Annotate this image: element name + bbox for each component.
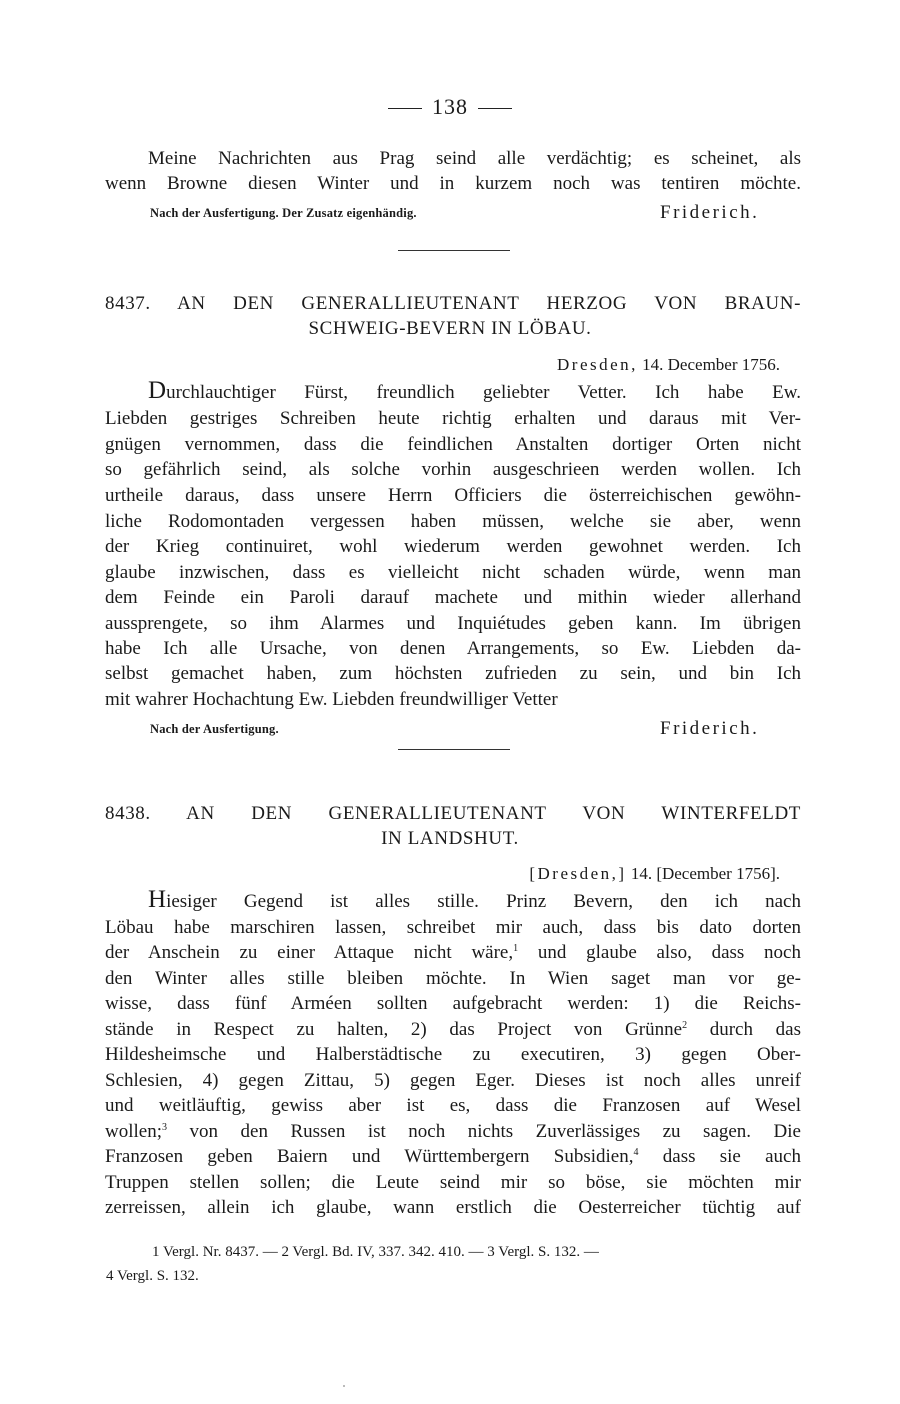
letter-8438-dateline (529, 864, 780, 884)
letter-8438-line-11-text-a: Franzosen geben Baiern und Württembergern Subsidien, (105, 1146, 634, 1167)
letter-8438-line-6-text-b: durch das (687, 1019, 801, 1040)
letter-8437-line-3: gnügen vernommen, dass die feindlichen Anstalten dortiger Orten nicht (105, 434, 801, 455)
scan-speck (343, 1385, 345, 1387)
letter-8438-line-5: wisse, dass fünf Arméen sollten aufgebracht werden: 1) die Reichs- (105, 993, 801, 1014)
letter-8438-date: 14. [December 1756]. (630, 864, 780, 883)
footnote-ref-3: 3 (162, 1122, 167, 1133)
letter-8437-line-1-text: urchlauchtiger Fürst, freundlich geliebter Vetter. Ich habe Ew. (166, 382, 801, 403)
letter-8437-line-2: Liebden gestriges Schreiben heute richtig erhalten und daraus mit Ver- (105, 408, 801, 429)
letter-8438-line-10-text-a: wollen; (105, 1121, 162, 1142)
section-divider-1 (398, 250, 510, 251)
letter-8437-line-11: habe Ich alle Ursache, von denen Arrangements, so Ew. Liebden da- (105, 638, 801, 659)
letter-8438-line-4: den Winter alles stille bleiben möchte. In Wien saget man vor ge- (105, 968, 801, 989)
letter-8437-line-8: glaube inzwischen, dass es vielleicht nicht schaden würde, wenn man (105, 562, 801, 583)
letter-8438-line-6-text-a: stände in Respect zu halten, 2) das Project von Grünne (105, 1019, 683, 1040)
footnote-ref-4: 4 (633, 1147, 639, 1158)
letter-8438-line-11-text-b: dass sie auch (638, 1146, 801, 1167)
letter-8437-line-6: liche Rodomontaden vergessen haben müssen, welche sie aber, wenn (105, 511, 801, 532)
letter-8437-line-12: selbst gemachet haben, zum höchsten zufrieden zu sein, und bin Ich (105, 663, 801, 684)
letter-8437-heading-line-2: SCHWEIG-BEVERN IN LÖBAU. (308, 318, 592, 339)
letter-8437-date-place: Dresden, (557, 355, 638, 374)
letter-8437-date: 14. December 1756. (642, 355, 780, 374)
letter-8438-line-9: und weitläuftig, gewiss aber ist es, dass die Franzosen auf Wesel (105, 1095, 801, 1116)
letter-8438-line-3-text-b: und glaube also, dass noch (518, 942, 801, 963)
letter-8438-line-8: Schlesien, 4) gegen Zittau, 5) gegen Eger. Dieses ist noch alles unreif (105, 1070, 801, 1091)
letter-8438-line-13: zerreissen, allein ich glaube, wann erstlich die Oesterreicher tüchtig auf (105, 1197, 801, 1218)
letter-8438-initial: H (148, 886, 167, 913)
intro-line-1: Meine Nachrichten aus Prag seind alle verdächtig; es scheinet, als (148, 148, 801, 169)
page-number-text: 138 (432, 94, 468, 119)
page-number-dash-right (478, 108, 512, 109)
footnotes-line-2: 4 Vergl. S. 132. (106, 1268, 199, 1284)
letter-8437-heading-line-1: 8437. AN DEN GENERALLIEUTENANT HERZOG VON BRAUN- (105, 293, 801, 314)
letter-8438-line-1-text: iesiger Gegend ist alles stille. Prinz Bevern, den ich nach (166, 891, 801, 912)
letter-8437-line-13: mit wahrer Hochachtung Ew. Liebden freundwilliger Vetter (105, 689, 558, 710)
letter-8437-source-note: Nach der Ausfertigung. (150, 722, 279, 736)
letter-8437-line-10: aussprengete, so ihm Alarmes und Inquiétudes geben kann. Im übrigen (105, 613, 801, 634)
intro-signature: Friderich. (660, 202, 760, 223)
letter-8437-signature: Friderich. (660, 718, 760, 739)
letter-8438-heading-line-2: IN LANDSHUT. (381, 828, 519, 849)
footnotes-line-1: 1 Vergl. Nr. 8437. — 2 Vergl. Bd. IV, 337. 342. 410. — 3 Vergl. S. 132. — (152, 1244, 599, 1260)
intro-line-2: wenn Browne diesen Winter und in kurzem noch was tentiren möchte. (105, 173, 801, 194)
letter-8438-line-3 (105, 940, 801, 965)
letter-8438-line-7: Hildesheimsche und Halberstädtische zu executiren, 3) gegen Ober- (105, 1044, 801, 1065)
letter-8438-line-11 (105, 1144, 801, 1169)
letter-8438-line-3-text-a: der Anschein zu einer Attaque nicht wäre, (105, 942, 514, 963)
letter-8438-line-12: Truppen stellen sollen; die Leute seind mir so böse, sie möchten mir (105, 1172, 801, 1193)
letter-8438-line-6 (105, 1017, 801, 1042)
letter-8438-line-10 (105, 1119, 801, 1144)
letter-8437-initial: D (148, 377, 167, 404)
letter-8437-line-4: so gefährlich seind, als solche vorhin ausgeschrieen werden wollen. Ich (105, 459, 801, 480)
letter-8437-line-1 (148, 377, 801, 405)
footnote-ref-1: 1 (513, 943, 519, 954)
letter-8437-line-9: dem Feinde ein Paroli darauf machete und mithin wieder allerhand (105, 587, 801, 608)
letter-8438-line-10-text-b: von den Russen ist noch nichts Zuverlässiges zu sagen. Die (167, 1121, 801, 1142)
footnote-ref-2: 2 (682, 1020, 688, 1031)
intro-source-note: Nach der Ausfertigung. Der Zusatz eigenhändig. (150, 206, 417, 220)
letter-8438-line-1 (148, 886, 801, 914)
section-divider-2 (398, 749, 510, 750)
page-number (0, 94, 900, 120)
page-number-dash-left (388, 108, 422, 109)
letter-8437-line-7: der Krieg continuiret, wohl wiederum werden gewohnet werden. Ich (105, 536, 801, 557)
letter-8438-heading-line-1: 8438. AN DEN GENERALLIEUTENANT VON WINTERFELDT (105, 803, 801, 824)
letter-8438-line-2: Löbau habe marschiren lassen, schreibet mir auch, dass bis dato dorten (105, 917, 801, 938)
letter-8437-line-5: urtheile daraus, dass unsere Herrn Officiers die österreichischen gewöhn- (105, 485, 801, 506)
letter-8437-dateline (557, 355, 780, 375)
letter-8438-date-place: [Dresden,] (529, 864, 627, 883)
